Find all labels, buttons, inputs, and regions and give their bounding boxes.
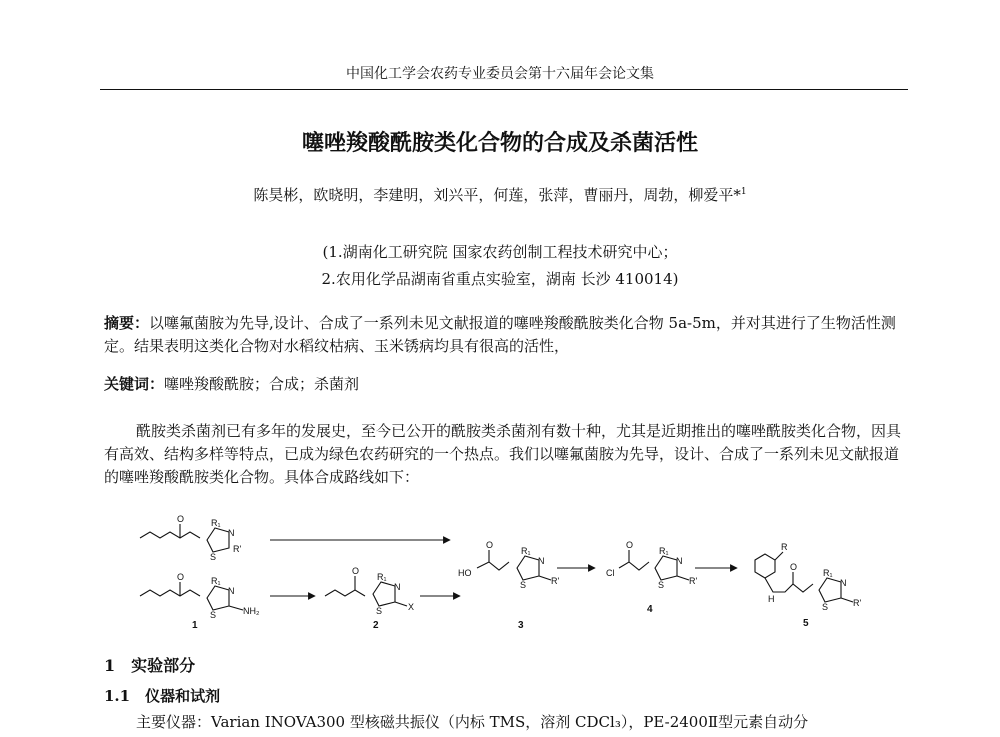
compound-3-r-bond [539, 576, 551, 580]
atom-n-1: N [228, 586, 235, 596]
compound-2-ring [373, 582, 395, 606]
atom-x-2: X [408, 602, 415, 612]
running-header: 中国化工学会农药专业委员会第十六届年会论文集 [346, 66, 654, 82]
compound-1-ring [207, 586, 229, 610]
paper-title: 噻唑羧酸酰胺类化合物的合成及杀菌活性 [301, 130, 698, 156]
atom-n-3: N [538, 556, 545, 566]
atom-rprime-top: R' [233, 544, 242, 554]
atom-r1-5: R₁ [823, 568, 833, 578]
atom-o-5: O [790, 562, 798, 572]
atom-r1-1: R₁ [211, 576, 221, 586]
atom-o-1: O [177, 572, 185, 582]
atom-n-top: N [228, 528, 235, 538]
atom-o-3: O [486, 540, 494, 550]
abstract [104, 312, 909, 358]
abstract-text: 以噻氟菌胺为先导,设计、合成了一系列未见文献报道的噻唑羧酸酰胺类化合物 5a-5m，并对其进行了生物活性测定。结果表明这类化合物对水稻纹枯病、玉米锈病均具有很高的活性， [104, 314, 896, 355]
compound-2-chain [325, 590, 365, 596]
atom-r1-top: R₁ [211, 518, 221, 528]
atom-s-1: S [210, 610, 217, 620]
atom-o-2: O [352, 566, 360, 576]
atom-r1-2: R₁ [377, 572, 387, 582]
atom-r-5: R [781, 542, 788, 552]
compound-5-ring [819, 578, 841, 602]
compound-label-2: 2 [373, 620, 379, 631]
atom-rprime-4: R' [689, 576, 698, 586]
compound-4-r-bond [677, 576, 689, 580]
atom-n-5: N [840, 578, 847, 588]
scheme-figure [125, 512, 885, 634]
atom-cl-4: Cl [606, 568, 615, 578]
atom-s-3: S [520, 580, 527, 590]
atom-r1-3: R₁ [521, 546, 531, 556]
affiliation-2: 2.农用化学品湖南省重点实验室，湖南 长沙 410014) [321, 270, 679, 288]
compound-4-ring [655, 556, 677, 580]
compound-3-ring [517, 556, 539, 580]
intro-paragraph: 酰胺类杀菌剂已有多年的发展史，至今已公开的酰胺类杀菌剂有数十种，尤其是近期推出的噻唑酰胺类化合物，因具有高效、结构多样等特点，已成为绿色农药研究的一个热点。我们以噻氟菌胺为先导，设计、合成了一系列未见文献报道的噻唑羧酸酰胺类化合物。具体合成路线如下： [104, 422, 902, 486]
compound-label-5: 5 [803, 618, 809, 629]
atom-n-2: N [394, 582, 401, 592]
atom-rprime-5: R' [853, 598, 862, 608]
compound-4-chain [619, 562, 649, 570]
compound-1-chain [140, 590, 200, 596]
compound-1-amine-bond [229, 606, 243, 610]
author-list [0, 184, 1000, 205]
section-heading-1: 1 实验部分 [104, 656, 196, 675]
keywords [104, 373, 909, 396]
author-superscript: 1 [740, 187, 747, 197]
atom-h-5: H [768, 594, 775, 604]
compound-5-r-prime-bond [841, 598, 853, 602]
abstract-label: 摘要： [104, 314, 150, 332]
atom-s-4: S [658, 580, 665, 590]
compound-label-3: 3 [518, 620, 524, 631]
affiliation-1: (1.湖南化工研究院 国家农药创制工程技术研究中心； [322, 243, 678, 261]
atom-r1-4: R₁ [659, 546, 669, 556]
ester-chain-top [140, 532, 200, 538]
compound-3-chain [477, 562, 509, 570]
compound-2-x-bond [395, 602, 407, 606]
compound-5-amide-chain [765, 578, 813, 592]
atom-s-top: S [210, 552, 217, 562]
section-heading-1-1: 1.1 仪器和试剂 [104, 687, 221, 705]
atom-rprime-3: R' [551, 576, 560, 586]
body-text-line: 主要仪器：Varian INOVA300 型核磁共振仪（内标 TMS，溶剂 CDCl₃），PE-2400Ⅱ型元素自动分 [136, 713, 809, 731]
atom-nh2-1: NH₂ [243, 606, 260, 616]
atom-s-5: S [822, 602, 829, 612]
keywords-text: 噻唑羧酸酰胺；合成；杀菌剂 [164, 375, 360, 393]
atom-ho-3: HO [458, 568, 472, 578]
atom-o-top: O [177, 514, 185, 524]
thiazole-ring-top [207, 528, 229, 552]
atom-o-4: O [626, 540, 634, 550]
author-names: 陈昊彬，欧晓明，李建明，刘兴平，何莲，张萍，曹丽丹，周勃，柳爱平* [253, 186, 741, 204]
compound-label-4: 4 [647, 604, 653, 615]
synthesis-scheme [125, 512, 885, 638]
compound-5-r-bond [775, 552, 783, 560]
atom-n-4: N [676, 556, 683, 566]
header-rule [100, 89, 908, 90]
atom-s-2: S [376, 606, 383, 616]
compound-5-benzene [755, 554, 775, 578]
keywords-label: 关键词： [104, 375, 165, 393]
compound-label-1: 1 [192, 620, 198, 631]
